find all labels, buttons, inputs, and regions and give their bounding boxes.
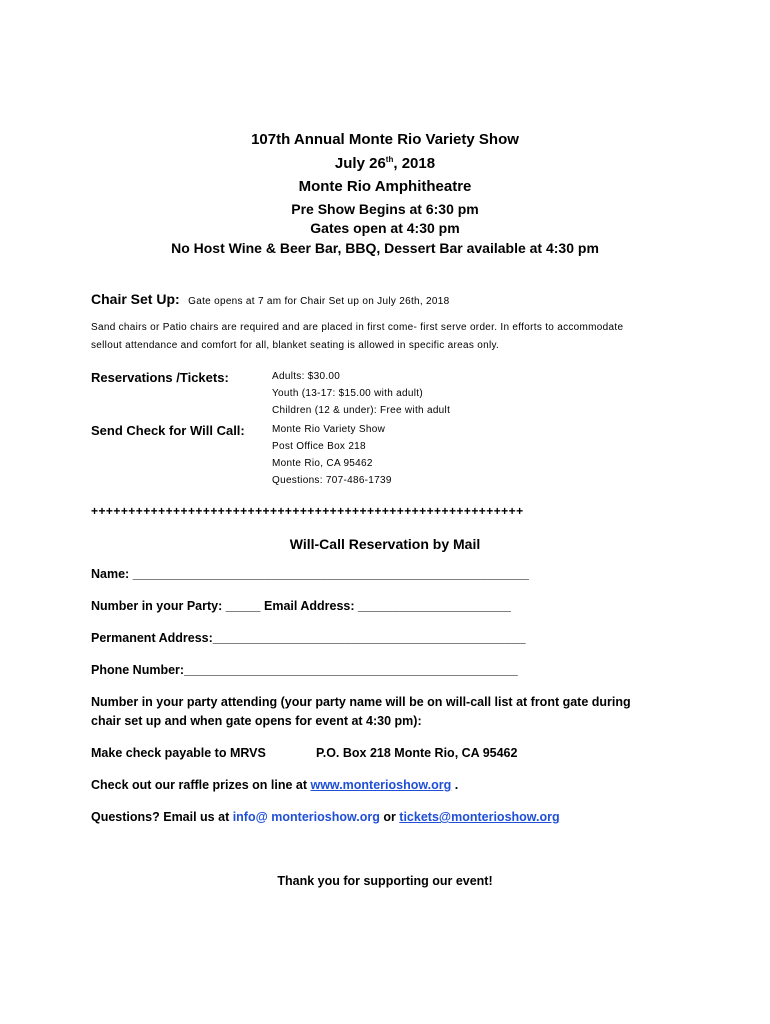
price-adults: Adults: $30.00	[272, 371, 341, 382]
event-date-year: , 2018	[393, 155, 436, 172]
pre-show-time: Pre Show Begins at 6:30 pm	[291, 201, 479, 217]
address-line-2: Post Office Box 218	[272, 441, 366, 452]
address-line-3: Monte Rio, CA 95462	[272, 458, 373, 469]
name-blank[interactable]: _________________________________________________________	[132, 567, 529, 581]
party-label: Number in your Party:	[91, 599, 226, 613]
event-date-suffix: th	[385, 155, 394, 164]
po-box: P.O. Box 218 Monte Rio, CA 95462	[316, 746, 518, 760]
phone-label: Phone Number:	[91, 663, 185, 677]
plus-divider: ++++++++++++++++++++++++++++++++++++++++++++++++++++++++++	[91, 504, 524, 518]
raffle-text: Check out our raffle prizes on line at	[91, 778, 311, 792]
questions-row	[91, 810, 560, 824]
chair-setup-label: Chair Set Up:	[91, 291, 180, 307]
payable-to: Make check payable to MRVS	[91, 746, 266, 760]
attending-line-1: Number in your party attending (your party name will be on will-call list at front gate during	[91, 695, 631, 709]
questions-phone: Questions: 707-486-1739	[272, 475, 392, 486]
bar-info: No Host Wine & Beer Bar, BBQ, Dessert Bar available at 4:30 pm	[171, 240, 599, 256]
party-blank[interactable]: _____	[225, 599, 261, 613]
gates-time: Gates open at 4:30 pm	[310, 220, 460, 236]
chair-note-line1: Sand chairs or Patio chairs are required and are placed in first come- first serve order. In efforts to accommodate	[91, 322, 624, 333]
reservations-label: Reservations /Tickets:	[91, 370, 229, 385]
attending-line-2: chair set up and when gate opens for event at 4:30 pm):	[91, 714, 422, 728]
permanent-address-field[interactable]	[91, 631, 526, 645]
party-email-row	[91, 599, 511, 613]
tickets-email-link[interactable]: tickets@monterioshow.org	[399, 810, 560, 824]
name-label: Name:	[91, 567, 133, 581]
chair-setup-text: Gate opens at 7 am for Chair Set up on July 26th, 2018	[188, 296, 450, 307]
questions-text: Questions? Email us at	[91, 810, 233, 824]
or-text: or	[379, 810, 400, 824]
phone-blank[interactable]: ________________________________________________	[184, 663, 518, 677]
form-heading: Will-Call Reservation by Mail	[289, 536, 481, 552]
address-line-1: Monte Rio Variety Show	[272, 424, 386, 435]
raffle-row	[91, 778, 458, 792]
permanent-address-blank[interactable]: _____________________________________________	[212, 631, 526, 645]
event-title: 107th Annual Monte Rio Variety Show	[251, 131, 519, 148]
email-blank[interactable]: ______________________	[358, 599, 511, 613]
will-call-label: Send Check for Will Call:	[91, 423, 245, 438]
chair-setup-row	[91, 291, 450, 309]
name-field[interactable]	[91, 567, 529, 581]
event-venue: Monte Rio Amphitheatre	[298, 178, 472, 195]
chair-note-line2: sellout attendance and comfort for all, blanket seating is allowed in specific areas only.	[91, 340, 500, 351]
permanent-address-label: Permanent Address:	[91, 631, 213, 645]
raffle-suffix: .	[451, 778, 459, 792]
price-children: Children (12 & under): Free with adult	[272, 405, 451, 416]
price-youth: Youth (13-17: $15.00 with adult)	[272, 388, 423, 399]
event-date	[0, 155, 770, 172]
phone-field[interactable]	[91, 663, 518, 677]
website-link[interactable]: www.monterioshow.org	[310, 778, 452, 792]
event-date-day: July 26	[334, 155, 386, 172]
info-email-link[interactable]: info@ monterioshow.org	[232, 810, 380, 824]
thank-you-note: Thank you for supporting our event!	[277, 874, 493, 888]
email-label: Email Address:	[260, 599, 359, 613]
